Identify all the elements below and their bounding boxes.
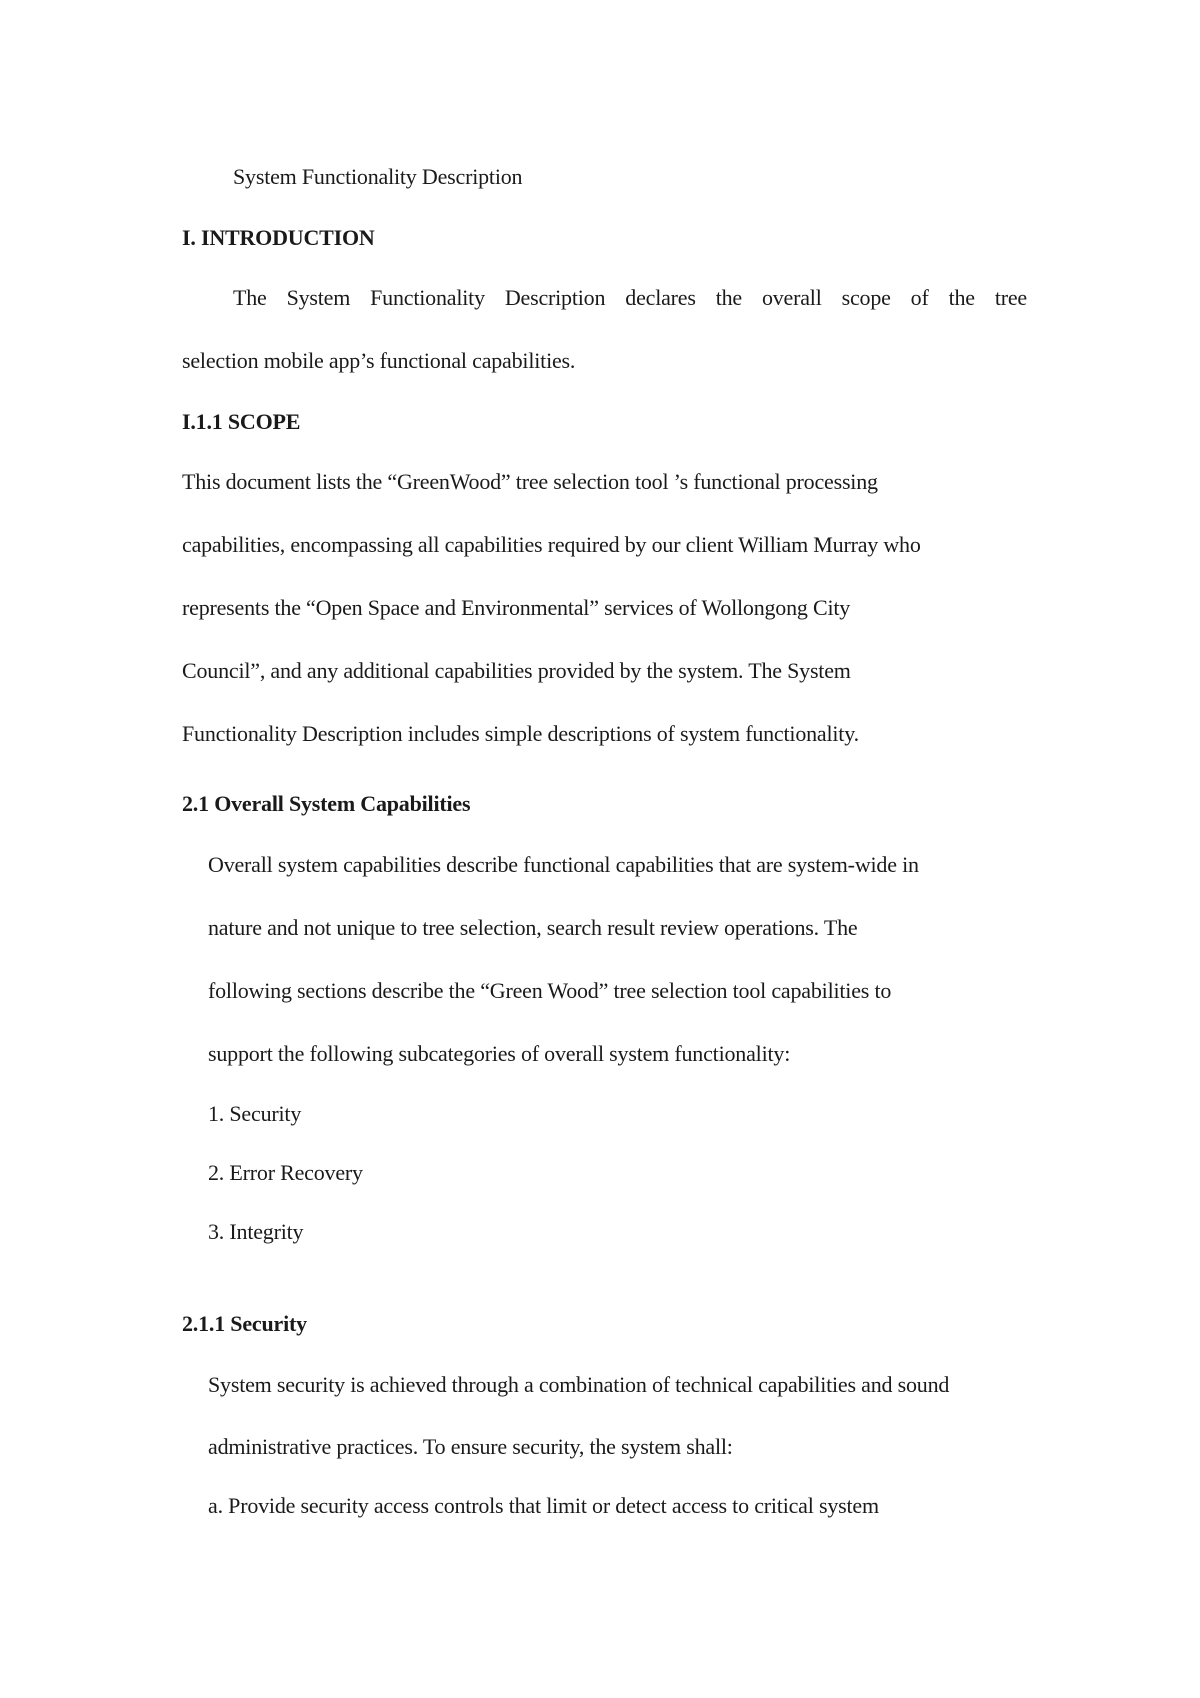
scope-line-2: capabilities, encompassing all capabilities required by our client William Murray who: [182, 532, 921, 557]
word: declares: [625, 285, 696, 310]
scope-line-5: Functionality Description includes simple descriptions of system functionality.: [182, 721, 859, 746]
intro-paragraph-line-1: [233, 287, 1027, 309]
word: overall: [761, 285, 822, 310]
word: the: [948, 285, 975, 310]
scope-line-4: Council”, and any additional capabilities provided by the system. The System: [182, 658, 851, 683]
overall-line-3: following sections describe the “Green Wood” tree selection tool capabilities to: [208, 978, 892, 1003]
word: Functionality: [370, 285, 485, 310]
scope-line-1: This document lists the “GreenWood” tree selection tool ’s functional processing: [182, 469, 878, 494]
word: of: [910, 285, 929, 310]
scope-heading: I.1.1 SCOPE: [182, 409, 301, 434]
security-line-1: System security is achieved through a combination of technical capabilities and sound: [208, 1372, 950, 1397]
word: tree: [994, 285, 1027, 310]
scope-line-3: represents the “Open Space and Environmental” services of Wollongong City: [182, 595, 851, 620]
overall-line-2: nature and not unique to tree selection, search result review operations. The: [208, 915, 858, 940]
overall-heading: 2.1 Overall System Capabilities: [182, 791, 471, 816]
list-item: 2. Error Recovery: [208, 1160, 363, 1185]
overall-line-1: Overall system capabilities describe functional capabilities that are system-wide in: [208, 852, 919, 877]
list-item: 3. Integrity: [208, 1219, 304, 1244]
intro-paragraph-line-2: selection mobile app’s functional capabilities.: [182, 348, 576, 373]
security-line-2: administrative practices. To ensure security, the system shall:: [208, 1434, 733, 1459]
word: The: [233, 285, 267, 310]
list-item: 1. Security: [208, 1101, 302, 1126]
intro-heading: I. INTRODUCTION: [182, 225, 375, 250]
word: System: [286, 285, 351, 310]
document-title: System Functionality Description: [233, 164, 523, 189]
word: the: [715, 285, 742, 310]
security-line-3: a. Provide security access controls that limit or detect access to critical system: [208, 1493, 879, 1518]
word: Description: [504, 285, 606, 310]
overall-line-4: support the following subcategories of overall system functionality:: [208, 1041, 791, 1066]
security-heading: 2.1.1 Security: [182, 1311, 307, 1336]
word: scope: [841, 285, 891, 310]
